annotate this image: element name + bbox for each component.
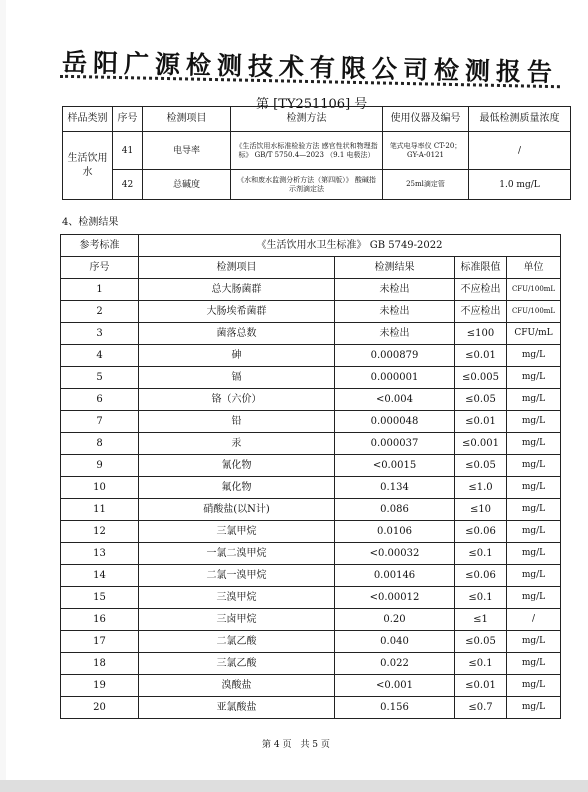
table-row bbox=[61, 455, 561, 477]
method-instrument: 25ml滴定管 bbox=[383, 170, 469, 200]
table-row bbox=[61, 433, 561, 455]
result-value: <0.001 bbox=[335, 675, 455, 697]
method-description: 《生活饮用水标准检验方法 感官性状和物理指标》 GB/T 5750.4—2023 （9.1 电极法） bbox=[231, 132, 383, 170]
table-row bbox=[61, 543, 561, 565]
result-unit: CFU/mL bbox=[507, 323, 561, 345]
result-unit: mg/L bbox=[507, 587, 561, 609]
result-item: 亚氯酸盐 bbox=[139, 697, 335, 719]
result-no: 2 bbox=[61, 301, 139, 323]
result-item: 一氯二溴甲烷 bbox=[139, 543, 335, 565]
result-no: 8 bbox=[61, 433, 139, 455]
result-no: 1 bbox=[61, 279, 139, 301]
results-body bbox=[61, 279, 561, 719]
result-unit: mg/L bbox=[507, 543, 561, 565]
result-item: 硝酸盐(以N计) bbox=[139, 499, 335, 521]
section-title: 4、检测结果 bbox=[62, 217, 119, 228]
methods-header-row bbox=[63, 107, 571, 132]
result-value: 未检出 bbox=[335, 279, 455, 301]
result-no: 7 bbox=[61, 411, 139, 433]
table-row bbox=[61, 411, 561, 433]
result-item: 三卤甲烷 bbox=[139, 609, 335, 631]
col-test-method: 检测方法 bbox=[231, 107, 383, 132]
result-value: <0.00032 bbox=[335, 543, 455, 565]
result-item: 砷 bbox=[139, 345, 335, 367]
method-description: 《水和废水监测分析方法（第四版）》 酸碱指示剂滴定法 bbox=[231, 170, 383, 200]
result-value: 0.086 bbox=[335, 499, 455, 521]
table-row bbox=[61, 345, 561, 367]
result-limit: ≤0.1 bbox=[455, 653, 507, 675]
table-row bbox=[61, 499, 561, 521]
result-item: 铬（六价） bbox=[139, 389, 335, 411]
result-item: 汞 bbox=[139, 433, 335, 455]
result-no: 15 bbox=[61, 587, 139, 609]
result-limit: 不应检出 bbox=[455, 279, 507, 301]
result-value: 0.134 bbox=[335, 477, 455, 499]
table-row bbox=[61, 323, 561, 345]
result-item: 总大肠菌群 bbox=[139, 279, 335, 301]
result-unit: mg/L bbox=[507, 565, 561, 587]
table-row bbox=[61, 389, 561, 411]
result-no: 18 bbox=[61, 653, 139, 675]
result-limit: ≤0.01 bbox=[455, 411, 507, 433]
method-no: 42 bbox=[113, 170, 143, 200]
result-limit: ≤0.1 bbox=[455, 543, 507, 565]
sample-category-cell: 生活饮用水 bbox=[63, 132, 113, 200]
result-value: <0.0015 bbox=[335, 455, 455, 477]
result-value: 0.156 bbox=[335, 697, 455, 719]
result-unit: mg/L bbox=[507, 345, 561, 367]
methods-table bbox=[62, 106, 571, 200]
result-no: 14 bbox=[61, 565, 139, 587]
col-min-conc: 最低检测质量浓度 bbox=[469, 107, 571, 132]
method-min-conc: 1.0 mg/L bbox=[469, 170, 571, 200]
result-unit: mg/L bbox=[507, 675, 561, 697]
result-no: 13 bbox=[61, 543, 139, 565]
result-item: 氰化物 bbox=[139, 455, 335, 477]
result-limit: ≤0.005 bbox=[455, 367, 507, 389]
result-value: 0.000048 bbox=[335, 411, 455, 433]
result-unit: CFU/100mL bbox=[507, 301, 561, 323]
result-limit: ≤0.05 bbox=[455, 631, 507, 653]
result-unit: mg/L bbox=[507, 631, 561, 653]
result-limit: ≤0.06 bbox=[455, 521, 507, 543]
result-limit: ≤0.7 bbox=[455, 697, 507, 719]
result-item: 二氯一溴甲烷 bbox=[139, 565, 335, 587]
result-value: 0.040 bbox=[335, 631, 455, 653]
result-value: 0.00146 bbox=[335, 565, 455, 587]
col-instrument: 使用仪器及编号 bbox=[383, 107, 469, 132]
page-footer: 第 4 页 共 5 页 bbox=[262, 740, 330, 750]
result-value: 0.022 bbox=[335, 653, 455, 675]
result-unit: mg/L bbox=[507, 521, 561, 543]
result-unit: mg/L bbox=[507, 499, 561, 521]
table-row bbox=[61, 367, 561, 389]
result-limit: ≤1.0 bbox=[455, 477, 507, 499]
method-instrument: 笔式电导率仪 CT-20； GY-A-0121 bbox=[383, 132, 469, 170]
methods-row bbox=[63, 170, 571, 200]
result-item: 镉 bbox=[139, 367, 335, 389]
result-value: 0.000879 bbox=[335, 345, 455, 367]
result-item: 菌落总数 bbox=[139, 323, 335, 345]
result-no: 19 bbox=[61, 675, 139, 697]
col-no: 序号 bbox=[61, 257, 139, 279]
result-limit: ≤0.001 bbox=[455, 433, 507, 455]
result-unit: mg/L bbox=[507, 433, 561, 455]
result-no: 6 bbox=[61, 389, 139, 411]
table-row bbox=[61, 587, 561, 609]
result-unit: mg/L bbox=[507, 455, 561, 477]
col-result: 检测结果 bbox=[335, 257, 455, 279]
result-item: 大肠埃希菌群 bbox=[139, 301, 335, 323]
method-no: 41 bbox=[113, 132, 143, 170]
result-no: 12 bbox=[61, 521, 139, 543]
result-unit: mg/L bbox=[507, 389, 561, 411]
result-limit: ≤0.06 bbox=[455, 565, 507, 587]
table-row bbox=[61, 521, 561, 543]
result-no: 3 bbox=[61, 323, 139, 345]
result-no: 9 bbox=[61, 455, 139, 477]
result-limit: ≤0.05 bbox=[455, 389, 507, 411]
col-test-item: 检测项目 bbox=[143, 107, 231, 132]
col-limit: 标准限值 bbox=[455, 257, 507, 279]
result-item: 三氯乙酸 bbox=[139, 653, 335, 675]
result-value: 0.000037 bbox=[335, 433, 455, 455]
result-limit: ≤10 bbox=[455, 499, 507, 521]
result-unit: mg/L bbox=[507, 653, 561, 675]
result-item: 铅 bbox=[139, 411, 335, 433]
result-unit: / bbox=[507, 609, 561, 631]
result-limit: ≤0.05 bbox=[455, 455, 507, 477]
method-min-conc: / bbox=[469, 132, 571, 170]
result-value: 0.0106 bbox=[335, 521, 455, 543]
col-test-item: 检测项目 bbox=[139, 257, 335, 279]
result-value: <0.004 bbox=[335, 389, 455, 411]
result-no: 5 bbox=[61, 367, 139, 389]
method-item: 总碱度 bbox=[143, 170, 231, 200]
table-row bbox=[61, 477, 561, 499]
result-no: 4 bbox=[61, 345, 139, 367]
result-unit: mg/L bbox=[507, 697, 561, 719]
table-row bbox=[61, 609, 561, 631]
col-no: 序号 bbox=[113, 107, 143, 132]
method-item: 电导率 bbox=[143, 132, 231, 170]
result-item: 三溴甲烷 bbox=[139, 587, 335, 609]
result-unit: mg/L bbox=[507, 367, 561, 389]
results-header-row bbox=[61, 257, 561, 279]
reference-standard: 《生活饮用水卫生标准》 GB 5749-2022 bbox=[139, 235, 561, 257]
table-row bbox=[61, 301, 561, 323]
reference-label: 参考标准 bbox=[61, 235, 139, 257]
table-row bbox=[61, 697, 561, 719]
result-value: 未检出 bbox=[335, 323, 455, 345]
results-table bbox=[60, 234, 561, 719]
result-no: 20 bbox=[61, 697, 139, 719]
result-limit: ≤0.01 bbox=[455, 345, 507, 367]
col-unit: 单位 bbox=[507, 257, 561, 279]
result-unit: mg/L bbox=[507, 477, 561, 499]
result-no: 17 bbox=[61, 631, 139, 653]
result-value: <0.00012 bbox=[335, 587, 455, 609]
result-unit: mg/L bbox=[507, 411, 561, 433]
result-no: 16 bbox=[61, 609, 139, 631]
table-row bbox=[61, 653, 561, 675]
result-value: 0.20 bbox=[335, 609, 455, 631]
result-item: 三氯甲烷 bbox=[139, 521, 335, 543]
result-limit: ≤0.1 bbox=[455, 587, 507, 609]
table-row bbox=[61, 279, 561, 301]
result-unit: CFU/100mL bbox=[507, 279, 561, 301]
result-value: 未检出 bbox=[335, 301, 455, 323]
result-no: 10 bbox=[61, 477, 139, 499]
table-row bbox=[61, 565, 561, 587]
methods-row bbox=[63, 132, 571, 170]
result-limit: ≤0.01 bbox=[455, 675, 507, 697]
result-no: 11 bbox=[61, 499, 139, 521]
scan-border bbox=[0, 780, 588, 792]
result-limit: ≤100 bbox=[455, 323, 507, 345]
report-number: 第 [TY251106] 号 bbox=[256, 97, 368, 112]
result-item: 氟化物 bbox=[139, 477, 335, 499]
result-value: 0.000001 bbox=[335, 367, 455, 389]
result-item: 二氯乙酸 bbox=[139, 631, 335, 653]
col-sample-category: 样品类别 bbox=[63, 107, 113, 132]
table-row bbox=[61, 675, 561, 697]
result-limit: 不应检出 bbox=[455, 301, 507, 323]
table-row bbox=[61, 631, 561, 653]
report-title: 岳阳广源检测技术有限公司检测报告 bbox=[61, 47, 559, 88]
result-item: 溴酸盐 bbox=[139, 675, 335, 697]
reference-row bbox=[61, 235, 561, 257]
result-limit: ≤1 bbox=[455, 609, 507, 631]
